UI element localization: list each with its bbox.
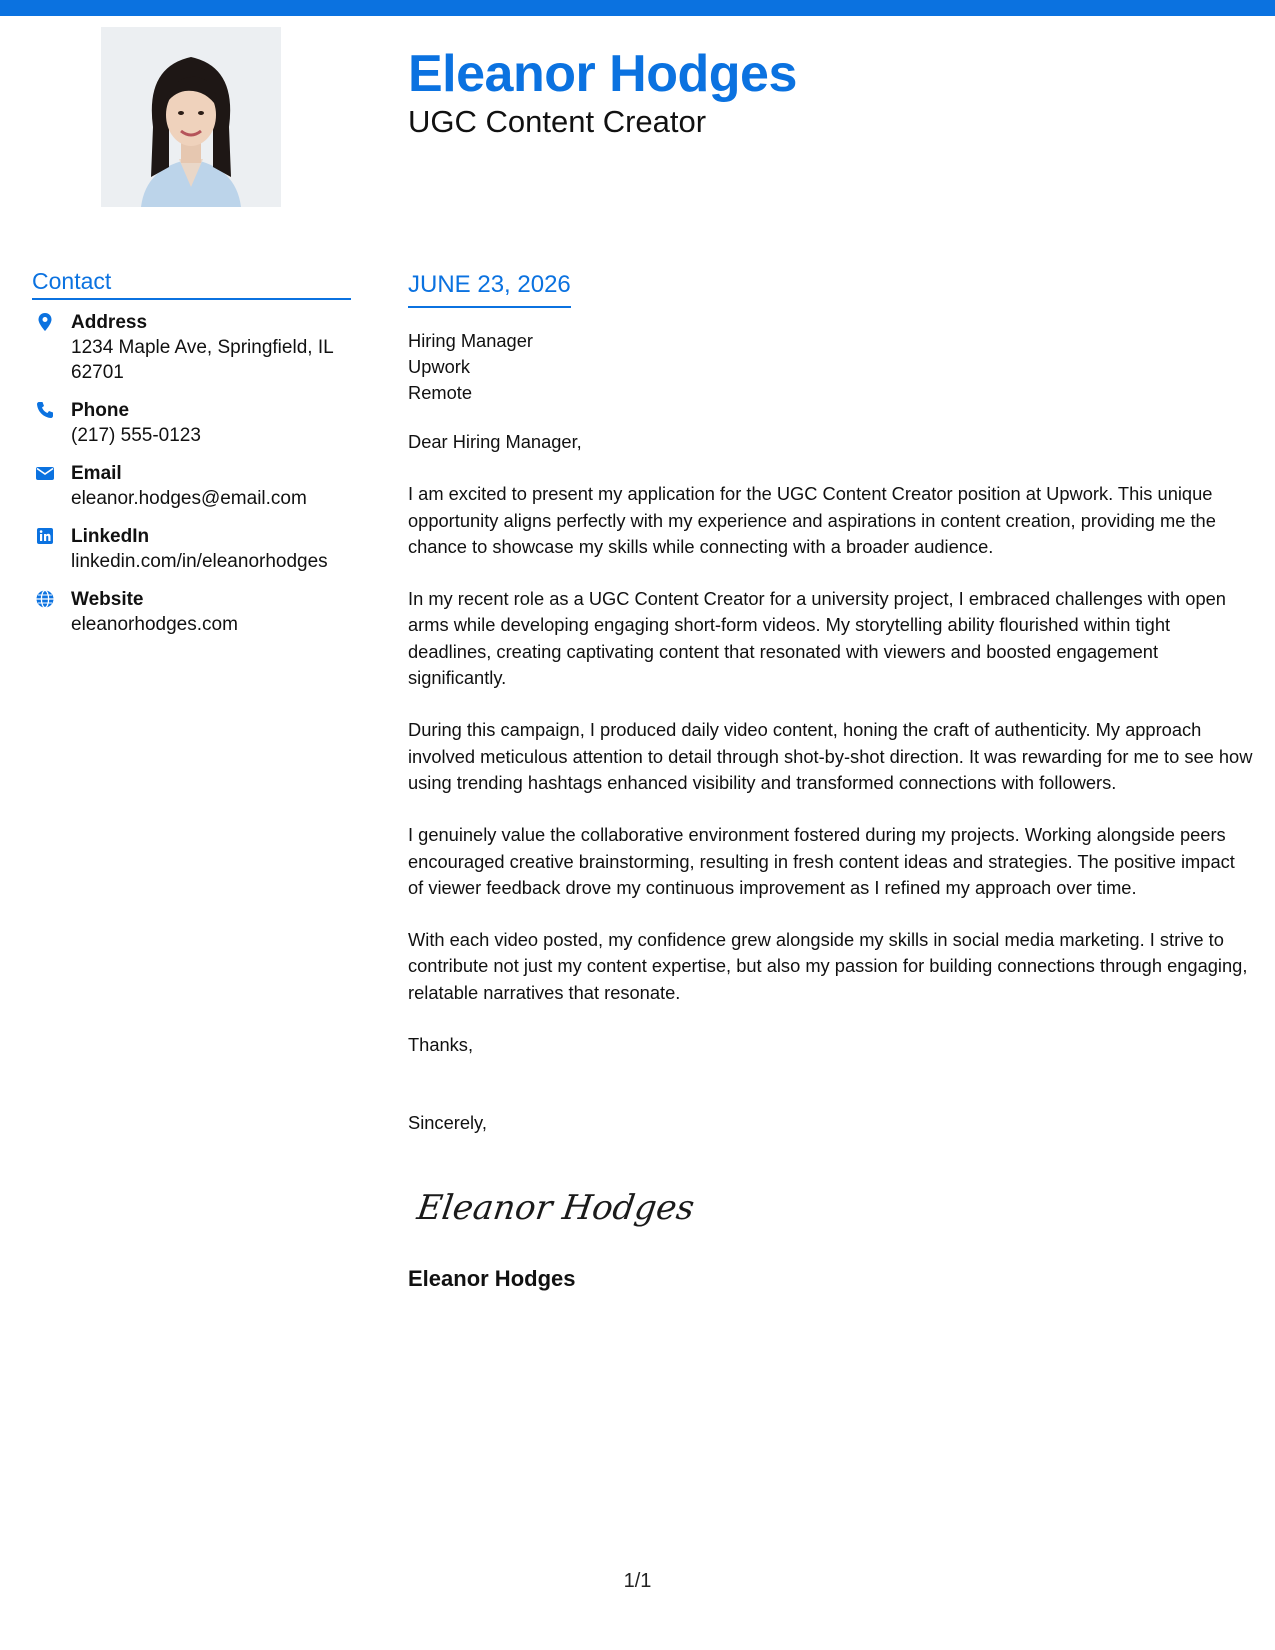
page-number: 1/1 [623,1570,652,1592]
contact-value: linkedin.com/in/eleanorhodges [71,551,328,572]
profile-photo-illustration [101,27,281,207]
linkedin-icon [35,526,55,546]
job-title: UGC Content Creator [408,104,707,139]
letter-paragraph: In my recent role as a UGC Content Creator for a university project, I embraced challenges with open arms while developing engaging short-form videos. My storytelling ability flourished within tight deadlines, creating captivating content that resonated with viewers and boosted engagement significantly. [408,588,1226,689]
contact-label: LinkedIn [71,526,150,547]
contact-label: Phone [71,400,130,421]
closing-line: Sincerely, [408,1112,487,1134]
contact-item-website [32,587,352,637]
letter-paragraph: I genuinely value the collaborative environment fostered during my projects. Working alongside peers encouraged creative brainstorming, resulting in fresh content ideas and strategies. The positive impact of viewer feedback drove my continuous improvement as I refined my approach over time. [408,824,1235,898]
letter-paragraph: I am excited to present my application for the UGC Content Creator position at Upwork. This unique opportunity aligns perfectly with my experience and aspirations in content creation, providing me the chance to showcase my skills while connecting with a broader audience. [408,483,1216,557]
signer-name: Eleanor Hodges [408,1266,576,1291]
envelope-icon [35,463,55,483]
thanks-line: Thanks, [408,1034,474,1056]
recipient-line: Hiring Manager [408,330,533,351]
contact-item-email [32,461,352,511]
phone-icon [35,400,55,420]
contact-heading: Contact [32,266,351,300]
applicant-name: Eleanor Hodges [408,45,797,103]
letter-paragraph: With each video posted, my confidence grew alongside my skills in social media marketing. I strive to contribute not just my content expertise, but also my passion for building connections through engaging, relatable narratives that resonate. [408,929,1248,1003]
contact-value: eleanorhodges.com [71,614,238,635]
contact-label: Website [71,589,144,610]
map-pin-icon [35,312,55,332]
top-accent-bar [0,0,1275,16]
profile-photo [101,27,281,207]
handwritten-signature [414,1175,697,1235]
recipient-line: Upwork [408,356,470,377]
contact-item-linkedin [32,524,352,574]
contact-value: 1234 Maple Ave, Springfield, IL 62701 [71,337,333,383]
contact-label: Address [71,312,148,333]
letter-paragraph: During this campaign, I produced daily video content, honing the craft of authenticity. My approach involved meticulous attention to detail through shot-by-shot direction. It was rewarding for me to see how using trending hashtags enhanced visibility and transformed connections with followers. [408,719,1253,793]
letter-body [408,328,1254,1137]
globe-icon [35,589,55,609]
contact-item-phone [32,398,352,448]
salutation: Dear Hiring Manager, [408,431,582,452]
recipient-line: Remote [408,382,473,403]
letter-date: JUNE 23, 2026 [408,270,571,308]
recipient-block [408,328,1254,406]
contact-value: (217) 555-0123 [71,425,201,446]
contact-list [32,310,352,650]
contact-item-address [32,310,352,385]
contact-value: eleanor.hodges@email.com [71,488,307,509]
signature-text: Eleanor Hodges [414,1188,697,1228]
contact-label: Email [71,463,122,484]
